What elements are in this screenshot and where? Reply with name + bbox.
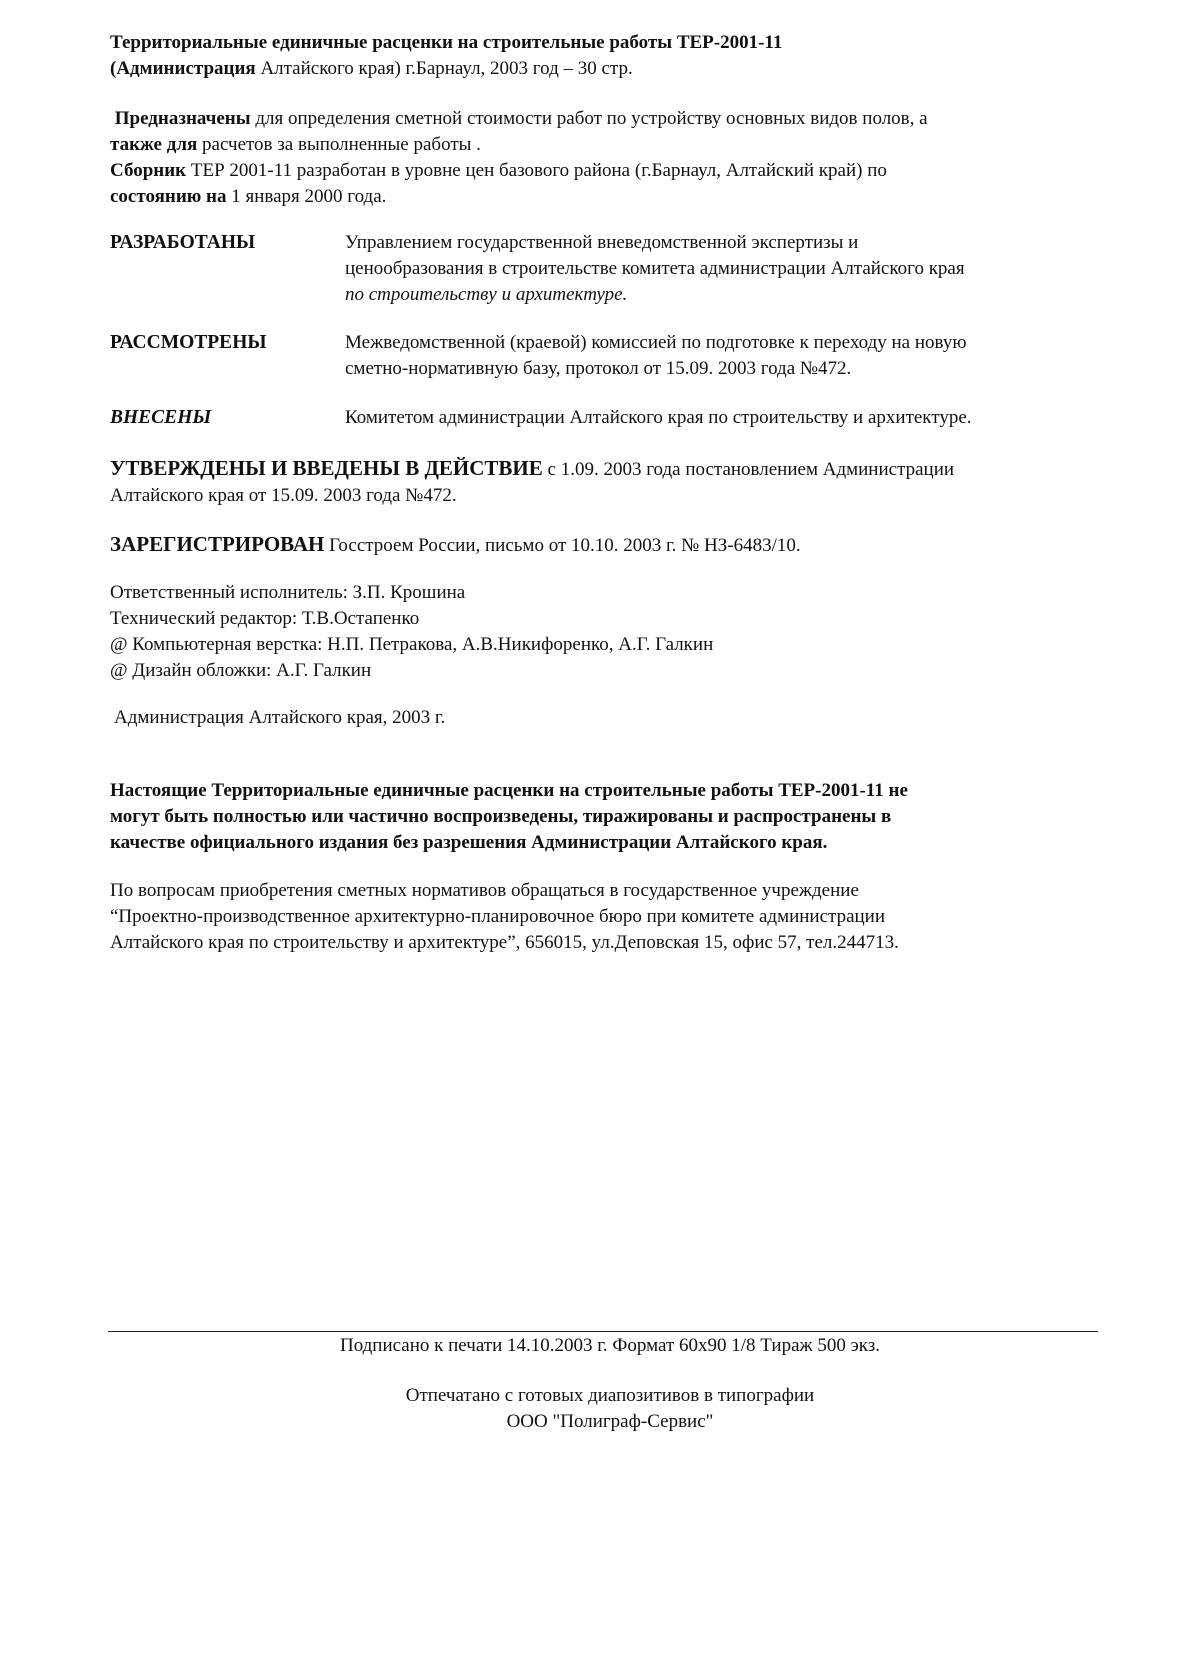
developed-label: РАЗРАБОТАНЫ — [110, 232, 256, 253]
purpose-line-4 — [110, 184, 1100, 210]
credits-block — [110, 580, 1100, 684]
document-subtitle — [110, 56, 1100, 82]
purpose-line-3-bold: Сборник — [110, 160, 187, 181]
contact-line-1: По вопросам приобретения сметных нормативов обращаться в государственное учреждение — [110, 880, 859, 901]
notice-line-2: могут быть полностью или частично воспроизведены, тиражированы и распространены в — [110, 806, 892, 827]
credits-line-1: Ответственный исполнитель: З.П. Крошина — [110, 582, 466, 603]
legal-notice — [110, 778, 1100, 856]
purpose-line-3-rest: ТЕР 2001-11 разработан в уровне цен базового района (г.Барнаул, Алтайский край) по — [186, 160, 887, 181]
credits-line-4: @ Дизайн обложки: А.Г. Галкин — [110, 660, 372, 681]
notice-line-3: качестве официального издания без разрешения Администрации Алтайского края. — [110, 832, 828, 853]
purpose-lead: Предназначены — [114, 108, 251, 129]
document-header — [110, 30, 1100, 82]
approved-rest: с 1.09. 2003 года постановлением Администрации — [542, 459, 955, 480]
notice-line-1: Настоящие Территориальные единичные расценки на строительные работы ТЕР-2001-11 не — [110, 780, 908, 801]
contact-line-2: “Проектно-производственное архитектурно-планировочное бюро при комитете администрации — [110, 906, 886, 927]
developed-line-3: по строительству и архитектуре. — [345, 284, 628, 305]
contact-line-3: Алтайского края по строительству и архитектуре”, 656015, ул.Деповская 15, офис 57, тел.244713. — [110, 932, 899, 953]
reviewed-text — [345, 330, 1105, 382]
reviewed-line-1: Межведомственной (краевой) комиссией по подготовке к переходу на новую — [345, 332, 967, 353]
contact-info — [110, 878, 1100, 956]
submitted-text — [345, 405, 1105, 431]
imprint-printed-1: Отпечатано с готовых диапозитивов в типографии — [405, 1385, 815, 1406]
imprint-divider — [108, 1331, 1098, 1332]
reviewed-label: РАССМОТРЕНЫ — [110, 332, 267, 353]
submitted-label: ВНЕСЕНЫ — [110, 407, 212, 428]
approved-line-2: Алтайского края от 15.09. 2003 года №472. — [110, 485, 457, 506]
registered-paragraph — [110, 531, 1100, 559]
document-title: Территориальные единичные расценки на строительные работы ТЕР-2001-11 — [110, 32, 783, 53]
developed-line-1: Управлением государственной вневедомственной экспертизы и — [345, 232, 859, 253]
credits-line-3: @ Компьютерная верстка: Н.П. Петракова, А.В.Никифоренко, А.Г. Галкин — [110, 634, 714, 655]
purpose-line-4-bold: состоянию на — [110, 186, 227, 207]
purpose-line-2 — [110, 132, 1100, 158]
registered-text: Госстроем России, письмо от 10.10. 2003 г. № НЗ-6483/10. — [324, 535, 801, 556]
registered-line — [110, 531, 1100, 559]
subtitle-rest: Алтайского края) г.Барнаул, 2003 год – 30 стр. — [255, 58, 633, 79]
submitted-line: Комитетом администрации Алтайского края по строительству и архитектуре. — [345, 407, 972, 428]
imprint-printed-2: ООО "Полиграф-Сервис" — [506, 1411, 714, 1432]
reviewed-line-2: сметно-нормативную базу, протокол от 15.09. 2003 года №472. — [345, 358, 852, 379]
purpose-rest-1: для определения сметной стоимости работ по устройству основных видов полов, а — [250, 108, 928, 129]
developed-line-2: ценообразования в строительстве комитета администрации Алтайского края — [345, 258, 965, 279]
imprint-signed: Подписано к печати 14.10.2003 г. Формат 60х90 1/8 Тираж 500 экз. — [339, 1335, 881, 1356]
approved-line-1 — [110, 455, 1100, 483]
purpose-paragraph — [110, 106, 1100, 210]
purpose-line-4-rest: 1 января 2000 года. — [226, 186, 387, 207]
purpose-line-2-bold: также для — [110, 134, 198, 155]
developed-text — [345, 230, 1105, 308]
credits-line-2: Технический редактор: Т.В.Остапенко — [110, 608, 420, 629]
registered-label: ЗАРЕГИСТРИРОВАН — [110, 532, 325, 556]
purpose-line-1 — [110, 106, 1100, 132]
purpose-line-2-rest: расчетов за выполненные работы . — [197, 134, 481, 155]
subtitle-org: (Администрация — [110, 58, 256, 79]
approved-label: УТВЕРЖДЕНЫ И ВВЕДЕНЫ В ДЕЙСТВИЕ — [110, 456, 543, 480]
approved-paragraph — [110, 455, 1100, 509]
purpose-line-3 — [110, 158, 1100, 184]
copyright-line: Администрация Алтайского края, 2003 г. — [114, 707, 446, 728]
